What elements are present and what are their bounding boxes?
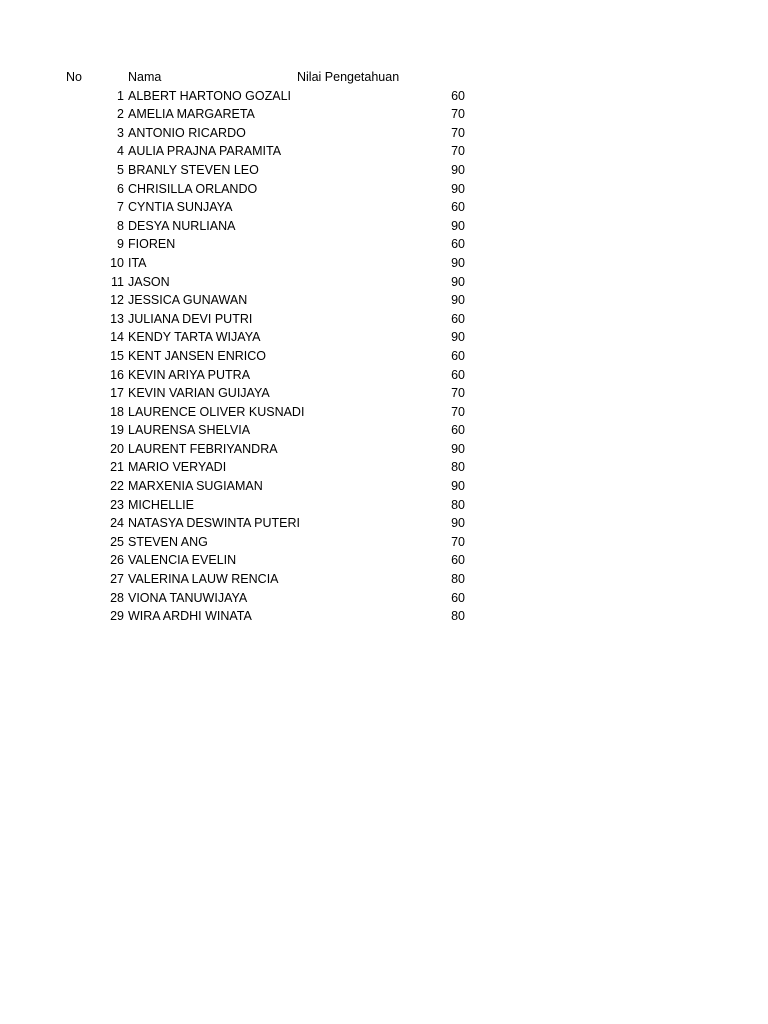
- score-value: 80: [451, 497, 465, 512]
- table-row: [0, 217, 768, 236]
- score-value: 60: [451, 311, 465, 326]
- student-name: KEVIN ARIYA PUTRA: [128, 367, 251, 382]
- score-value: 90: [451, 181, 465, 196]
- header-score: Nilai Pengetahuan: [297, 70, 400, 84]
- header-no: No: [66, 70, 82, 84]
- student-name: VALENCIA EVELIN: [128, 553, 237, 568]
- table-row: [0, 328, 768, 347]
- score-value: 90: [451, 479, 465, 494]
- student-name: MARXENIA SUGIAMAN: [128, 479, 263, 494]
- score-value: 60: [451, 553, 465, 568]
- score-value: 90: [451, 274, 465, 289]
- table-row: [0, 124, 768, 143]
- table-row: [0, 496, 768, 515]
- row-number: 10: [110, 255, 124, 270]
- table-row: [0, 458, 768, 477]
- student-name: JESSICA GUNAWAN: [128, 293, 248, 308]
- student-name: KENDY TARTA WIJAYA: [128, 330, 261, 345]
- row-number: 3: [117, 125, 124, 140]
- score-value: 70: [451, 125, 465, 140]
- student-name: ANTONIO RICARDO: [128, 125, 246, 140]
- student-name: JASON: [128, 274, 170, 289]
- score-value: 90: [451, 218, 465, 233]
- row-number: 4: [117, 144, 124, 159]
- student-name: LAURENSA SHELVIA: [128, 423, 251, 438]
- student-name: AMELIA MARGARETA: [128, 107, 255, 122]
- table-row: [0, 87, 768, 106]
- row-number: 21: [110, 460, 124, 475]
- student-name: MARIO VERYADI: [128, 460, 227, 475]
- score-value: 70: [451, 386, 465, 401]
- table-row: [0, 589, 768, 608]
- table-row: [0, 291, 768, 310]
- score-value: 70: [451, 404, 465, 419]
- student-name: WIRA ARDHI WINATA: [128, 609, 252, 624]
- student-name: ITA: [128, 255, 147, 270]
- row-number: 19: [110, 423, 124, 438]
- score-value: 90: [451, 162, 465, 177]
- score-value: 60: [451, 367, 465, 382]
- student-name: KEVIN VARIAN GUIJAYA: [128, 386, 270, 401]
- row-number: 18: [110, 404, 124, 419]
- score-value: 60: [451, 200, 465, 215]
- table-row: [0, 347, 768, 366]
- student-name: VIONA TANUWIJAYA: [128, 590, 248, 605]
- row-number: 15: [110, 348, 124, 363]
- table-row: [0, 384, 768, 403]
- table-row: [0, 570, 768, 589]
- row-number: 8: [117, 218, 124, 233]
- student-name: ALBERT HARTONO GOZALI: [128, 88, 292, 103]
- header-name: Nama: [128, 70, 162, 84]
- table-row: [0, 607, 768, 626]
- student-name: BRANLY STEVEN LEO: [128, 162, 259, 177]
- row-number: 12: [110, 293, 124, 308]
- row-number: 26: [110, 553, 124, 568]
- table-body: [0, 87, 768, 626]
- score-value: 80: [451, 572, 465, 587]
- table-row: [0, 421, 768, 440]
- table-header-row: [0, 68, 768, 87]
- table-row: [0, 477, 768, 496]
- student-name: MICHELLIE: [128, 497, 194, 512]
- score-value: 70: [451, 144, 465, 159]
- row-number: 16: [110, 367, 124, 382]
- student-name: VALERINA LAUW RENCIA: [128, 572, 279, 587]
- table-row: [0, 403, 768, 422]
- table-row: [0, 514, 768, 533]
- row-number: 6: [117, 181, 124, 196]
- row-number: 23: [110, 497, 124, 512]
- row-number: 25: [110, 534, 124, 549]
- student-name: CYNTIA SUNJAYA: [128, 200, 233, 215]
- table-row: [0, 161, 768, 180]
- score-value: 90: [451, 255, 465, 270]
- score-value: 90: [451, 516, 465, 531]
- row-number: 2: [117, 107, 124, 122]
- row-number: 17: [110, 386, 124, 401]
- score-value: 60: [451, 237, 465, 252]
- row-number: 13: [110, 311, 124, 326]
- score-value: 60: [451, 348, 465, 363]
- row-number: 28: [110, 590, 124, 605]
- score-value: 70: [451, 107, 465, 122]
- row-number: 5: [117, 162, 124, 177]
- table-row: [0, 273, 768, 292]
- score-value: 90: [451, 293, 465, 308]
- score-value: 80: [451, 460, 465, 475]
- table-row: [0, 366, 768, 385]
- score-value: 90: [451, 441, 465, 456]
- score-value: 70: [451, 534, 465, 549]
- row-number: 29: [110, 609, 124, 624]
- table-row: [0, 440, 768, 459]
- row-number: 20: [110, 441, 124, 456]
- row-number: 24: [110, 516, 124, 531]
- student-name: CHRISILLA ORLANDO: [128, 181, 258, 196]
- student-name: STEVEN ANG: [128, 534, 208, 549]
- row-number: 1: [117, 88, 124, 103]
- score-value: 80: [451, 609, 465, 624]
- row-number: 22: [110, 479, 124, 494]
- table-row: [0, 551, 768, 570]
- student-name: AULIA PRAJNA PARAMITA: [128, 144, 282, 159]
- student-name: DESYA NURLIANA: [128, 218, 236, 233]
- student-name: KENT JANSEN ENRICO: [128, 348, 266, 363]
- row-number: 7: [117, 200, 124, 215]
- table-row: [0, 198, 768, 217]
- table-row: [0, 105, 768, 124]
- row-number: 9: [117, 237, 124, 252]
- table-row: [0, 142, 768, 161]
- table-row: [0, 533, 768, 552]
- student-name: NATASYA DESWINTA PUTERI: [128, 516, 301, 531]
- score-table: [0, 68, 768, 626]
- student-name: LAURENCE OLIVER KUSNADI: [128, 404, 305, 419]
- table-row: [0, 310, 768, 329]
- row-number: 27: [110, 572, 124, 587]
- table-row: [0, 235, 768, 254]
- table-row: [0, 180, 768, 199]
- score-value: 60: [451, 590, 465, 605]
- score-value: 60: [451, 88, 465, 103]
- score-value: 90: [451, 330, 465, 345]
- table-row: [0, 254, 768, 273]
- score-value: 60: [451, 423, 465, 438]
- student-name: LAURENT FEBRIYANDRA: [128, 441, 278, 456]
- student-name: JULIANA DEVI PUTRI: [128, 311, 253, 326]
- row-number: 11: [111, 274, 124, 289]
- student-name: FIOREN: [128, 237, 176, 252]
- row-number: 14: [110, 330, 124, 345]
